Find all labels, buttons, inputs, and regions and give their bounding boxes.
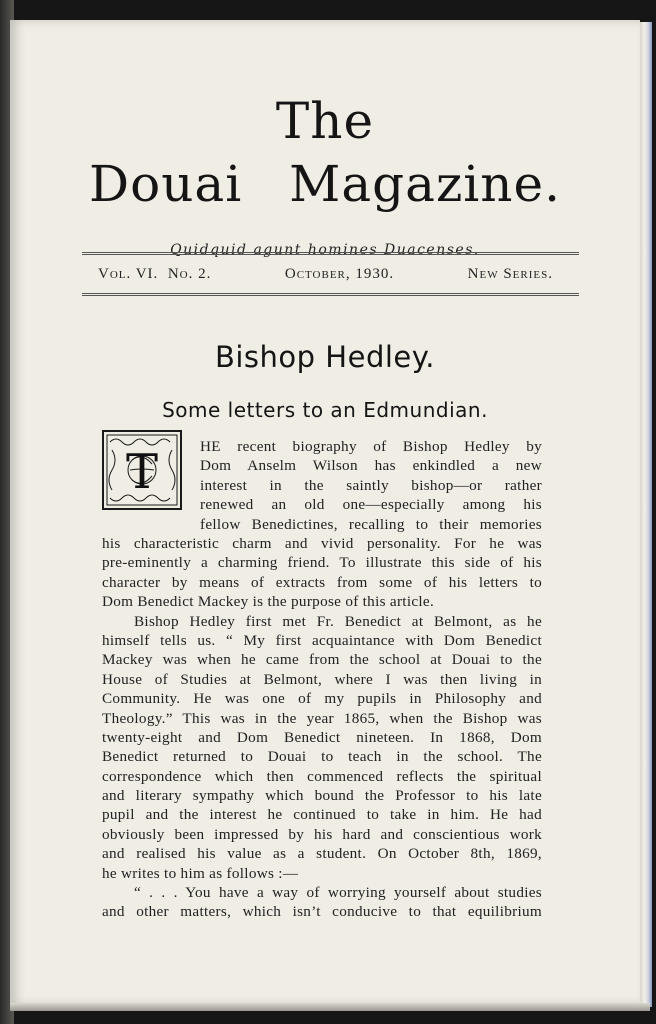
text-line: and realised his value as a student. On October 8th, 1869, — [102, 845, 542, 863]
issue-line — [98, 266, 553, 283]
text-line: House of Studies at Belmont, where I was then living in — [102, 670, 542, 688]
text-line: fellow Benedictines, recalling to their memories — [200, 515, 542, 533]
text-line: Theology.” This was in the year 1865, when the Bishop was — [102, 709, 542, 727]
ornamental-initial-icon — [102, 430, 182, 510]
text-line: himself tells us. “ My first acquaintance with Dom Benedict — [102, 631, 542, 649]
text-line: “ . . . You have a way of worrying yourself about studies — [134, 884, 542, 902]
article-subtitle: Some letters to an Edmundian. — [162, 398, 488, 422]
issue-series: New Series. — [467, 266, 553, 282]
text-line: Community. He was one of my pupils in Philosophy and — [102, 690, 542, 708]
masthead-motto: Quidquid agunt homines Duacenses. — [170, 242, 480, 258]
text-line: Bishop Hedley first met Fr. Benedict at Belmont, as he — [134, 612, 542, 630]
text-line: pre-eminently a charming friend. To illustrate this side of his — [102, 554, 542, 572]
text-line: renewed an old one—especially among his — [200, 496, 542, 514]
dropcap-letter: T — [125, 444, 159, 500]
masthead-the: The — [275, 92, 375, 150]
text-line: twenty-eight and Dom Benedict nineteen. In 1868, Dom — [102, 728, 542, 746]
text-line: interest in the saintly bishop—or rather — [200, 476, 542, 494]
text-line: Dom Benedict Mackey is the purpose of this article. — [102, 593, 435, 611]
issue-date: October, 1930. — [284, 266, 395, 282]
issue-volume-number: Vol. VI. No. 2. — [98, 266, 212, 282]
magazine-page — [10, 20, 640, 1005]
text-line: correspondence which then commenced reflects the spiritual — [102, 767, 542, 785]
text-line: obviously been impressed by his hard and conscientious work — [102, 825, 542, 843]
text-line: and other matters, which isn’t conducive to that equilibrium — [102, 903, 542, 921]
bottom-rule — [82, 293, 579, 296]
text-line: character by means of extracts from some of his letters to — [102, 573, 542, 591]
article-intro-wrapped — [200, 437, 542, 534]
text-line: pupil and the interest he continued to take in him. He had — [102, 806, 542, 824]
text-line: Mackey was when he came from the school at Douai to the — [102, 651, 542, 669]
text-line: HE recent biography of Bishop Hedley by — [200, 438, 542, 455]
page-edge — [640, 22, 652, 1007]
text-line: and literary sympathy which bound the Professor to his late — [102, 787, 542, 805]
article-title: Bishop Hedley. — [214, 340, 435, 374]
text-line: Benedict returned to Douai to teach in the school. The — [102, 748, 542, 766]
page-bottom-edge — [10, 1003, 650, 1011]
text-line: he writes to him as follows :— — [102, 864, 299, 882]
text-line: his characteristic charm and vivid personality. For he was — [102, 535, 542, 552]
masthead-title: Douai Magazine. — [89, 155, 561, 213]
article-body — [102, 534, 542, 922]
text-line: Dom Anselm Wilson has enkindled a new — [200, 457, 542, 475]
top-rule — [82, 252, 579, 255]
